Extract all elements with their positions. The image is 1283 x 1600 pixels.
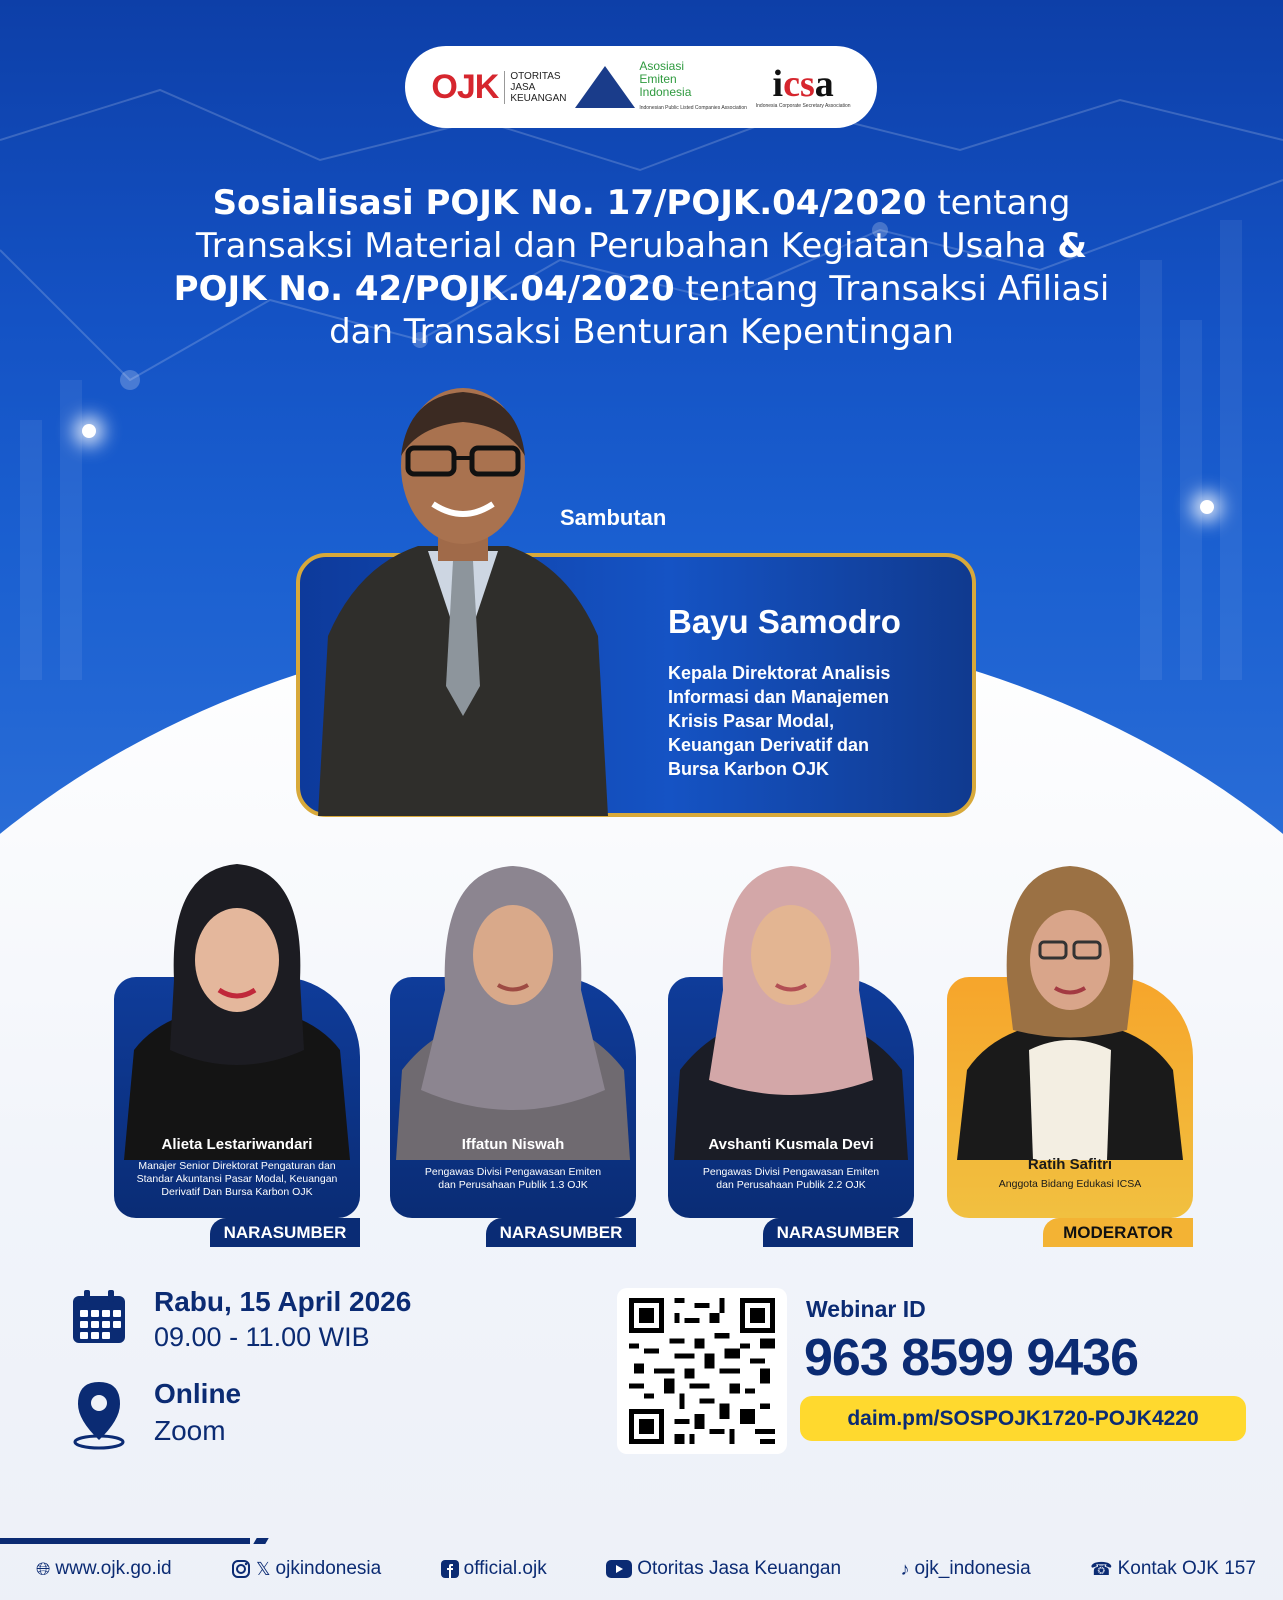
footer-divider bbox=[0, 1538, 250, 1544]
speaker-tag: NARASUMBER bbox=[210, 1218, 360, 1247]
footer-youtube-text: Otoritas Jasa Keuangan bbox=[637, 1558, 842, 1579]
moderator-role: Anggota Bidang Edukasi ICSA bbox=[998, 1178, 1142, 1190]
moderator-name: Ratih Safitri bbox=[1027, 1156, 1113, 1173]
aei-logo-text: Asosiasi Emiten Indonesia Indonesian Public Listed Companies Association bbox=[639, 58, 747, 111]
phone-icon: ☎︎ bbox=[1090, 1558, 1113, 1579]
aei-triangle-icon bbox=[575, 66, 635, 108]
webinar-id-label: Webinar ID bbox=[806, 1296, 926, 1322]
qr-code-graphic bbox=[627, 1298, 777, 1444]
webinar-id-value: 963 8599 9436 bbox=[804, 1329, 1139, 1387]
keynote-role: Kepala Direktorat Analisis Informasi dan Manajemen Krisis Pasar Modal, Keuangan Derivatif dan Bursa Karbon OJK bbox=[668, 663, 891, 779]
event-platform: Zoom bbox=[154, 1415, 226, 1446]
footer-social-x-ig[interactable] bbox=[231, 1558, 381, 1580]
keynote-label: Sambutan bbox=[560, 505, 667, 530]
speaker-photo bbox=[668, 860, 914, 1160]
footer-tiktok[interactable] bbox=[901, 1558, 1031, 1580]
speaker-photo bbox=[114, 860, 360, 1160]
facebook-icon bbox=[441, 1560, 459, 1578]
event-title: Sosialisasi POJK No. 17/POJK.04/2020 tentang Transaksi Material dan Perubahan Kegiatan Usaha & POJK No. 42/POJK.04/2020 tentang Transaksi Afiliasi dan Transaksi Benturan Kepentingan bbox=[173, 183, 1110, 352]
footer-facebook[interactable] bbox=[441, 1558, 547, 1580]
speaker-role: Manajer Senior Direktorat Pengaturan dan Standar Akuntansi Pasar Modal, Keuangan Derivatif Dan Bursa Karbon OJK bbox=[136, 1160, 338, 1198]
youtube-icon bbox=[606, 1560, 632, 1578]
calendar-icon bbox=[70, 1288, 128, 1346]
footer-website[interactable] bbox=[36, 1558, 172, 1580]
footer-social2-text: official.ojk bbox=[463, 1558, 547, 1579]
moderator-photo bbox=[947, 860, 1193, 1160]
speaker-tag: NARASUMBER bbox=[486, 1218, 636, 1247]
logo-bar bbox=[405, 46, 877, 128]
tiktok-icon: ♪ bbox=[900, 1558, 910, 1579]
aei-logo bbox=[575, 60, 747, 115]
keynote-name: Bayu Samodro bbox=[668, 603, 901, 640]
keynote-photo bbox=[298, 386, 628, 816]
x-icon: 𝕏 bbox=[256, 1558, 271, 1579]
globe-icon: 🌐︎ bbox=[36, 1558, 51, 1579]
speaker-role: Pengawas Divisi Pengawasan Emiten dan Perusahaan Publik 1.3 OJK bbox=[424, 1166, 602, 1191]
ojk-logo bbox=[431, 68, 566, 107]
event-date: Rabu, 15 April 2026 bbox=[154, 1286, 412, 1317]
footer bbox=[36, 1558, 1256, 1580]
speaker-name: Iffatun Niswah bbox=[461, 1136, 565, 1153]
speaker-tag: NARASUMBER bbox=[763, 1218, 913, 1247]
speaker-photo bbox=[390, 860, 636, 1160]
event-location-type: Online bbox=[154, 1378, 242, 1409]
ojk-logo-mark: OJK bbox=[431, 67, 499, 106]
footer-contact-text: Kontak OJK 157 bbox=[1117, 1558, 1256, 1579]
ojk-logo-text: OTORITAS JASA KEUANGAN bbox=[504, 71, 566, 104]
footer-website-text: www.ojk.go.id bbox=[55, 1558, 172, 1579]
speaker-name: Alieta Lestariwandari bbox=[161, 1136, 313, 1153]
speaker-name: Avshanti Kusmala Devi bbox=[708, 1136, 874, 1153]
icsa-logo: icsa Indonesia Corporate Secretary Association bbox=[755, 63, 851, 109]
footer-youtube[interactable] bbox=[606, 1558, 841, 1580]
moderator-tag: MODERATOR bbox=[1043, 1218, 1193, 1247]
footer-tiktok-text: ojk_indonesia bbox=[914, 1558, 1031, 1579]
sparkle-decoration bbox=[82, 424, 96, 438]
sparkle-decoration bbox=[1200, 500, 1214, 514]
location-pin-icon bbox=[70, 1380, 128, 1450]
speaker-role: Pengawas Divisi Pengawasan Emiten dan Perusahaan Publik 2.2 OJK bbox=[702, 1166, 880, 1191]
qr-code[interactable] bbox=[617, 1288, 787, 1454]
instagram-icon bbox=[231, 1559, 251, 1579]
event-time: 09.00 - 11.00 WIB bbox=[154, 1322, 370, 1352]
footer-contact[interactable] bbox=[1090, 1558, 1256, 1580]
footer-social1-text: ojkindonesia bbox=[275, 1558, 382, 1579]
registration-link[interactable]: daim.pm/SOSPOJK1720-POJK4220 bbox=[800, 1396, 1246, 1441]
